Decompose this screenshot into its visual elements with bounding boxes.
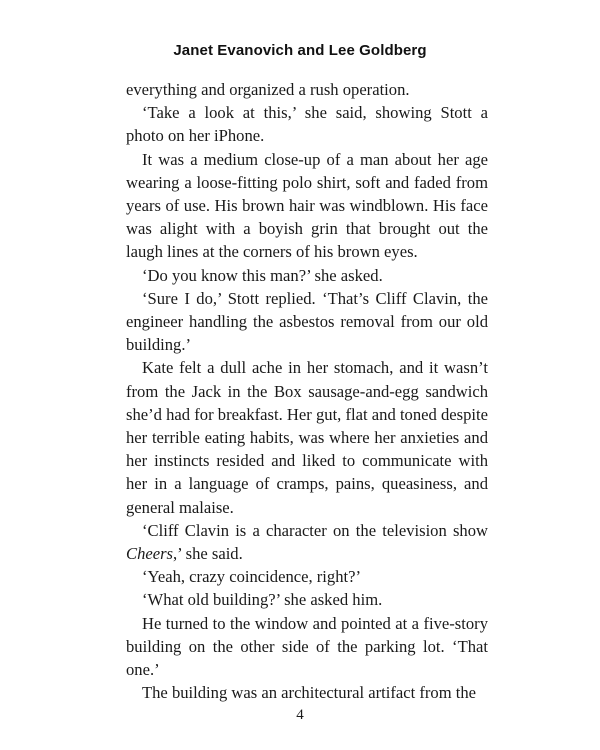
paragraph-text: ‘Cliff Clavin is a character on the television show xyxy=(142,520,488,540)
paragraph: It was a medium close-up of a man about her age wearing a loose-fitting polo shirt, soft and faded from years of use. His brown hair was windblown. His face was alight with a boyish grin that brought out the laugh lines at the corners of his brown eyes. xyxy=(126,149,488,262)
paragraph: ‘Sure I do,’ Stott replied. ‘That’s Cliff Clavin, the engineer handling the asbestos removal from our old building.’ xyxy=(126,288,488,355)
paragraph: He turned to the window and pointed at a five-story building on the other side of the parking lot. ‘That one.’ xyxy=(126,613,488,680)
body-text xyxy=(126,78,488,704)
paragraph: everything and organized a rush operation. xyxy=(126,80,410,99)
paragraph xyxy=(126,519,488,565)
paragraph: ‘Yeah, crazy coincidence, right?’ xyxy=(142,567,361,587)
paragraph: ‘Take a look at this,’ she said, showing Stott a photo on her iPhone. xyxy=(126,103,488,146)
paragraph-text: ,’ she said. xyxy=(173,544,243,564)
paragraph: ‘Do you know this man?’ she asked. xyxy=(142,265,383,285)
show-title: Cheers xyxy=(126,544,174,564)
running-head: Janet Evanovich and Lee Goldberg xyxy=(173,42,427,59)
paragraph: The building was an architectural artifact from the xyxy=(142,683,477,703)
paragraph: ‘What old building?’ she asked him. xyxy=(142,590,383,610)
page-number: 4 xyxy=(296,707,304,723)
paragraph: Kate felt a dull ache in her stomach, and it wasn’t from the Jack in the Box sausage-and-egg sandwich she’d had for breakfast. Her gut, flat and toned despite her terrible eating habits, was where her anxieties and her instincts resided and liked to communicate with her in a language of cramps, pains, queasiness, and general malaise. xyxy=(126,358,488,517)
